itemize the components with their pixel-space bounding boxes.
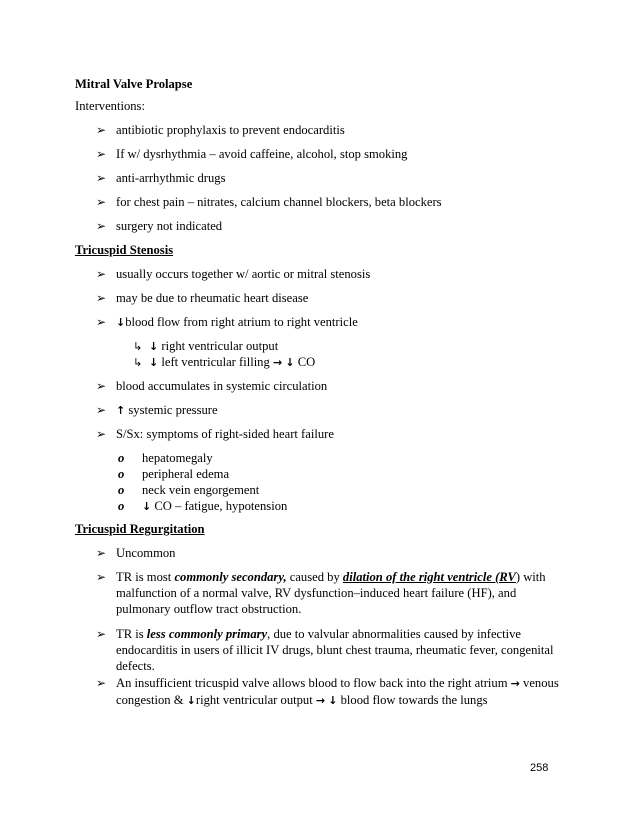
sub-item: o hepatomegaly: [118, 451, 213, 465]
down-arrow-icon: ↓: [186, 694, 196, 707]
interventions-label: Interventions:: [75, 99, 145, 113]
bullet-arrow-icon: ➢: [96, 291, 107, 305]
bullet-arrow-icon: ➢: [96, 147, 107, 161]
document-page: Mitral Valve Prolapse Interventions: ➢ antibiotic prophylaxis to prevent endocarditis ➢ If w/ dysrhythmia – avoid caffeine, alcohol, stop smoking ➢ anti-arrhythmic drugs ➢ for chest pain – nitrates, calcium channel blockers, beta blockers ➢ surgery not indicated Tricuspid Stenosis ➢ usually occurs together w/ aortic or mitral stenosis ➢ may be due to rheumatic heart disease ➢ ↓blood flow from right atrium to right ventricle ↳ ↓ right ventricular output ↳ ↓ left ventricular filling → ↓ CO ➢ blood accumulates in systemic circulation ➢ ↑ systemic pressure ➢ S/Sx: symptoms of right-sided heart failure o hepatomegaly o peripheral edema o neck vein engorgement o ↓ CO – fatigue, hypotension Tricuspid Regurgitation ➢ Uncommon ➢ TR is most commonly secondary, caused by dilation of the right ventricle (RV) with malfunction of a normal valve, RV dysfunction–induced heart failure (HF), and pulmonary outflow tract obstruction. ➢ TR is less commonly primary, due to valvular abnormalities caused by infective endocarditis in users of illicit IV drugs, blunt chest trauma, rheumatic fever, congenital defects. ➢ An insufficient tricuspid valve allows blood to flow back into the right atrium → venous congestion & ↓right ventricular output → ↓ blood flow towards the lungs 258: [0, 0, 638, 826]
bullet-arrow-icon: ➢: [96, 403, 107, 417]
bullet-arrow-icon: ➢: [96, 570, 107, 584]
sub-item: o ↓ CO – fatigue, hypotension: [118, 499, 288, 513]
section-title-tricuspid-stenosis: Tricuspid Stenosis: [75, 243, 174, 257]
down-arrow-icon: ↓: [149, 340, 159, 353]
list-item: ➢ An insufficient tricuspid valve allows blood to flow back into the right atrium → venous congestion & ↓right ventricular output → ↓ blood flow towards the lungs: [96, 676, 559, 707]
bullet-arrow-icon: ➢: [96, 219, 107, 233]
bullet-arrow-icon: ➢: [96, 171, 107, 185]
list-item: ➢ Uncommon: [96, 546, 176, 560]
curved-arrow-icon: ↳: [133, 340, 143, 353]
list-item: ➢ TR is less commonly primary, due to valvular abnormalities caused by infective endocarditis in users of illicit IV drugs, blunt chest trauma, rheumatic fever, congenital defects.: [96, 627, 554, 673]
down-arrow-icon: ↓: [142, 500, 152, 513]
bullet-arrow-icon: ➢: [96, 267, 107, 281]
bullet-arrow-icon: ➢: [96, 123, 107, 137]
up-arrow-icon: ↑: [116, 404, 126, 417]
bullet-arrow-icon: ➢: [96, 379, 107, 393]
down-arrow-icon: ↓: [328, 694, 338, 707]
bullet-arrow-icon: ➢: [96, 427, 107, 441]
down-arrow-icon: ↓: [285, 356, 295, 369]
list-item: ➢ TR is most commonly secondary, caused by dilation of the right ventricle (RV) with malfunction of a normal valve, RV dysfunction–induced heart failure (HF), and pulmonary outflow tract obstruction.: [96, 570, 546, 616]
page-number: 258: [530, 762, 549, 774]
sub-item: ↳ ↓ left ventricular filling → ↓ CO: [133, 355, 316, 369]
sub-item: ↳ ↓ right ventricular output: [133, 339, 279, 353]
right-arrow-icon: →: [315, 694, 326, 707]
down-arrow-icon: ↓: [116, 316, 126, 329]
right-arrow-icon: →: [510, 677, 520, 690]
right-arrow-icon: →: [272, 356, 283, 369]
down-arrow-icon: ↓: [149, 356, 159, 369]
curved-arrow-icon: ↳: [133, 356, 143, 369]
bullet-arrow-icon: ➢: [96, 676, 107, 690]
bullet-arrow-icon: ➢: [96, 627, 107, 641]
section-title-mitral-valve-prolapse: Mitral Valve Prolapse: [75, 77, 193, 91]
bullet-arrow-icon: ➢: [96, 546, 107, 560]
sub-item: o neck vein engorgement: [118, 483, 260, 497]
bullet-arrow-icon: ➢: [96, 315, 107, 329]
sub-item: o peripheral edema: [118, 467, 230, 481]
section-title-tricuspid-regurgitation: Tricuspid Regurgitation: [75, 522, 205, 536]
bullet-arrow-icon: ➢: [96, 195, 107, 209]
